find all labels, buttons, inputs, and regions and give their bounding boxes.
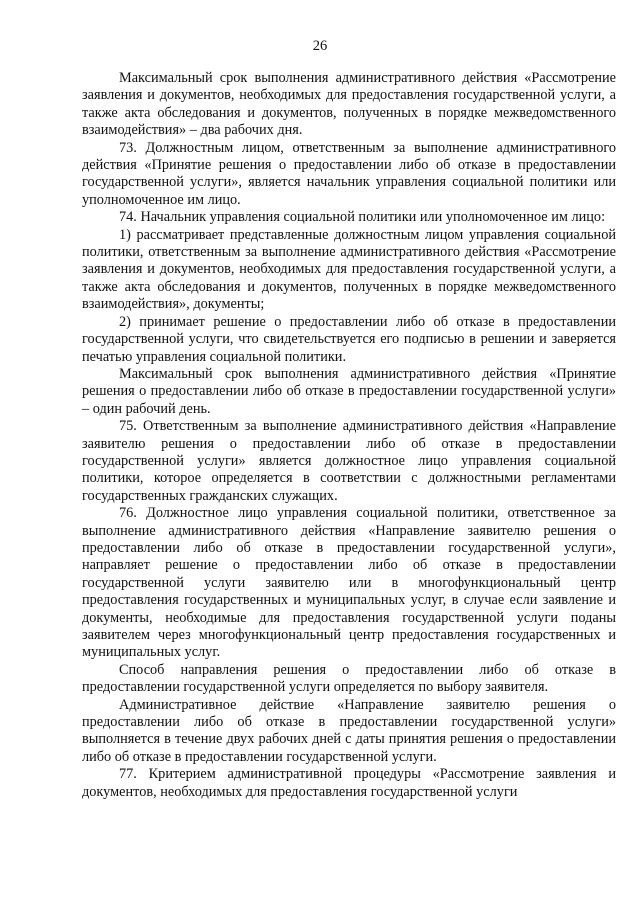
paragraph-max-term-decision: Максимальный срок выполнения административного действия «Принятие решения о предоставлении либо об отказе в предоставлении государственной услуги» – один рабочий день. — [82, 365, 616, 417]
paragraph-74-item-2: 2) принимает решение о предоставлении либо об отказе в предоставлении государственной услуги, что свидетельствуется его подписью в решении и заверяется печатью управления социальной политики. — [82, 313, 616, 365]
paragraph-76: 76. Должностное лицо управления социальной политики, ответственное за выполнение административного действия «Направление заявителю решения о предоставлении либо об отказе в предоставлении государственной услуги», направляет решение о предоставлении либо об отказе в предоставлении государственной услуги заявителю или в многофункциональный центр предоставления государственных и муниципальных услуг, в случае если заявление и документы, необходимые для предоставления государственной услуги поданы заявителем через многофункциональный центр предоставления государственных и муниципальных услуг. — [82, 505, 616, 661]
paragraph-max-term-review: Максимальный срок выполнения административного действия «Рассмотрение заявления и документов, необходимых для предоставления государственной услуги, а также акта обследования и документов, полученных в порядке межведомственного взаимодействия» – два рабочих дня. — [82, 70, 616, 139]
paragraph-73: 73. Должностным лицом, ответственным за выполнение административного действия «Принятие решения о предоставлении либо об отказе в предоставлении государственной услуги», является начальник управления социальной политики или уполномоченное им лицо. — [82, 139, 616, 208]
paragraph-delivery-method: Способ направления решения о предоставлении либо об отказе в предоставлении государственной услуги определяется по выбору заявителя. — [82, 661, 616, 696]
paragraph-77: 77. Критерием административной процедуры «Рассмотрение заявления и документов, необходимых для предоставления государственной услуги — [82, 766, 616, 800]
document-body — [82, 70, 616, 801]
paragraph-75: 75. Ответственным за выполнение административного действия «Направление заявителю решения о предоставлении либо об отказе в предоставлении государственной услуги» является должностное лицо управления социальной политики, которое определяется в соответствии с должностными регламентами государственных гражданских служащих. — [82, 418, 616, 504]
paragraph-74-item-1: 1) рассматривает представленные должностным лицом управления социальной политики, ответственным за выполнение административного действия «Рассмотрение заявления и документов, необходимых для предоставления государственной услуги, а также акта обследования и документов, полученных в порядке межведомственного взаимодействия», документы; — [82, 226, 616, 313]
paragraph-74: 74. Начальник управления социальной политики или уполномоченное им лицо: — [119, 209, 606, 226]
paragraph-delivery-term: Административное действие «Направление заявителю решения о предоставлении либо об отказе в предоставлении государственной услуги» выполняется в течение двух рабочих дней с даты принятия решения о предоставлении либо об отказе в предоставлении государственной услуги. — [82, 696, 616, 765]
page-number: 26 — [312, 38, 328, 54]
